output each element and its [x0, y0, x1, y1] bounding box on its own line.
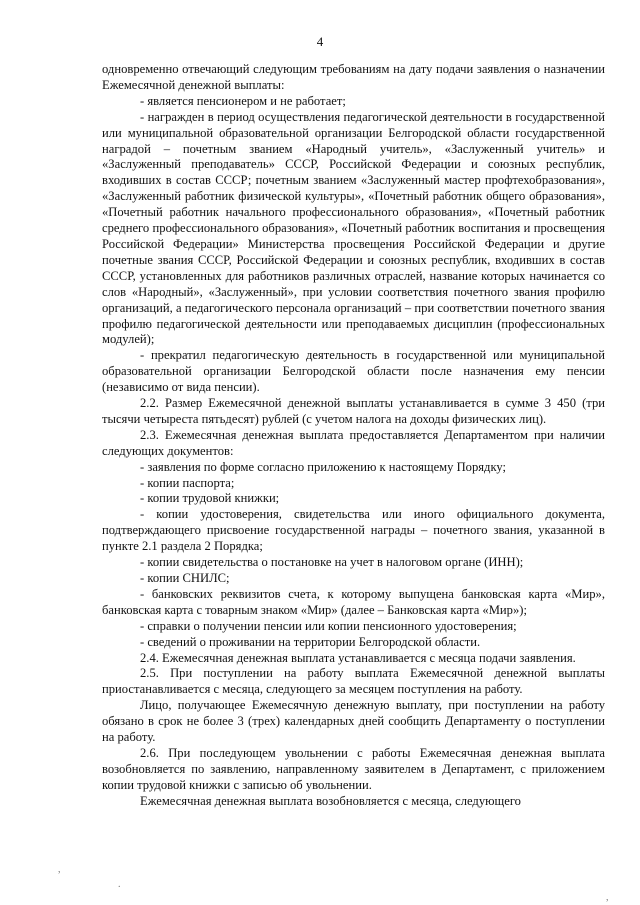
- clause-2-5: 2.5. При поступлении на работу выплата Ежемесячной денежной выплаты приостанавливается с месяца, следующего за месяцем поступления на работу.: [102, 666, 605, 697]
- document-list-item: - сведений о проживании на территории Белгородской области.: [140, 634, 481, 649]
- list-item-pensioner: - является пенсионером и не работает;: [140, 93, 346, 108]
- document-list-item: - копии удостоверения, свидетельства или иного официального документа, подтверждающего присвоение государственной награды – почетного звания, указанной в пункте 2.1 раздела 2 Порядка;: [102, 507, 605, 554]
- document-list-item: - копии свидетельства о постановке на учет в налоговом органе (ИНН);: [140, 555, 524, 570]
- scan-artifact-mark: ,: [58, 864, 61, 875]
- document-list-item: - заявления по форме согласно приложению к настоящему Порядку;: [140, 459, 507, 474]
- clause-2-2: 2.2. Размер Ежемесячной денежной выплаты устанавливается в сумме 3 450 (три тысячи четыреста пятьдесят) рублей (с учетом налога на доходы физических лиц).: [102, 396, 605, 426]
- document-list-item: - копии СНИЛС;: [140, 571, 230, 585]
- document-body: [102, 62, 605, 810]
- clause-2-6: 2.6. При последующем увольнении с работы Ежемесячная денежная выплата возобновляется по заявлению, направленному заявителем в Департамент, с приложением копии трудовой книжки с записью об увольнении.: [102, 745, 605, 792]
- paragraph-resumption: Ежемесячная денежная выплата возобновляется с месяца, следующего: [140, 793, 521, 808]
- scan-artifact-mark: ,: [606, 892, 609, 903]
- clause-2-3: 2.3. Ежемесячная денежная выплата предоставляется Департаментом при наличии следующих документов:: [102, 427, 605, 458]
- document-list-item: - банковских реквизитов счета, к которому выпущена банковская карта «Мир», банковская карта с товарным знаком «Мир» (далее – Банковская карта «Мир»);: [102, 586, 605, 617]
- scan-artifact-mark: .: [118, 879, 121, 890]
- page-number: 4: [316, 34, 324, 49]
- paragraph-notify-department: Лицо, получающее Ежемесячную денежную выплату, при поступлении на работу обязано в срок не более 3 (трех) календарных дней сообщить Департаменту о поступлении на работу.: [102, 698, 605, 745]
- list-item-ceased-activity: - прекратил педагогическую деятельность в государственной или муниципальной образовательной организации Белгородской области после назначения ему пенсии (независимо от вида пенсии).: [102, 348, 605, 395]
- document-list-item: - справки о получении пенсии или копии пенсионного удостоверения;: [140, 618, 517, 633]
- clause-2-4: 2.4. Ежемесячная денежная выплата устанавливается с месяца подачи заявления.: [140, 650, 576, 665]
- document-list-item: - копии паспорта;: [140, 475, 235, 490]
- document-list-item: - копии трудовой книжки;: [140, 491, 280, 506]
- list-item-awarded: - награжден в период осуществления педагогической деятельности в государственной или муниципальной образовательной организации Белгородской области государственной наградой – почетным званием «Народный учитель», «Заслуженный учитель» и «Заслуженный преподаватель» СССР, Российской Федерации и союзных республик, входивших в состав СССР; почетным званием «Заслуженный мастер профтехобразования», «Заслуженный работник физической культуры», «Почетный работник общего образования», «Почетный работник начального профессионального образования», «Почетный работник среднего профессионального образования», «Почетный работник воспитания и просвещения Российской Федерации» Министерства просвещения Российской Федерации и другие почетные звания СССР, Российской Федерации и союзных республик, входивших в состав СССР, установленных для работников различных отраслей, название которых начинается со слов «Народный», «Заслуженный», при условии соответствия почетного звания профилю организаций, а педагогического персонала организаций – при соответствии почетного звания профилю педагогической деятельности или преподаваемых дисциплин (профессиональных модулей);: [102, 109, 605, 347]
- paragraph-intro-continued: одновременно отвечающий следующим требованиям на дату подачи заявления о назначении Ежемесячной денежной выплаты:: [102, 62, 605, 92]
